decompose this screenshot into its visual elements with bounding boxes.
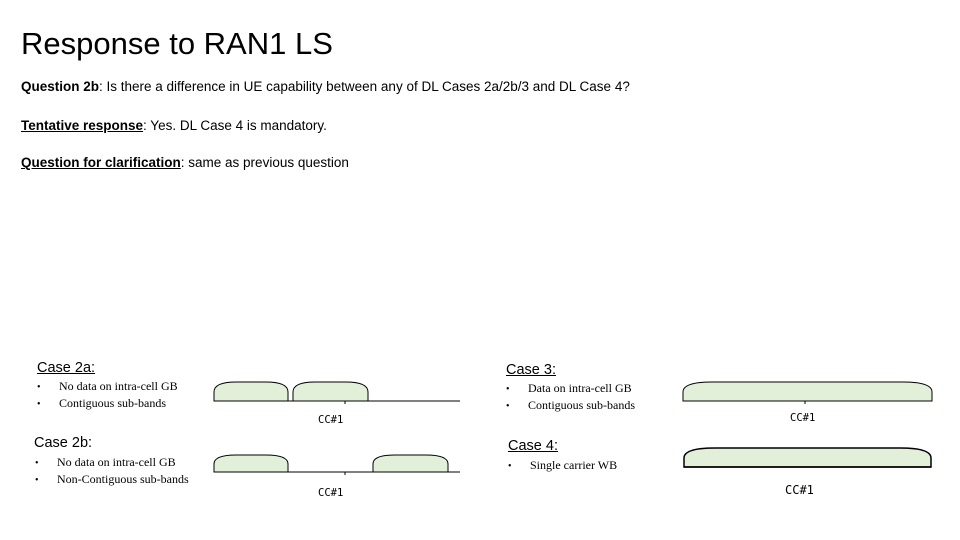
case-4-band xyxy=(684,448,931,467)
case-2a-band-2 xyxy=(293,382,368,401)
case-2b-band-1 xyxy=(214,455,288,472)
case-4-title: Case 4: xyxy=(508,438,558,454)
case-2a-bullet-2: • Contiguous sub-bands xyxy=(37,396,167,410)
tentative-response-label: Tentative response xyxy=(21,118,144,133)
case-2b-band-2 xyxy=(373,455,448,472)
question-2b-text: : Is there a difference in UE capability between any of DL Cases 2a/2b/3 and DL Case 4? xyxy=(99,79,630,94)
case-4-cc-label: CC#1 xyxy=(785,483,814,497)
clarification-label: Question for clarification xyxy=(21,155,181,170)
case-2b-diagram xyxy=(214,455,460,475)
tentative-response-text: : Yes. DL Case 4 is mandatory. xyxy=(143,118,327,133)
case-2a-bullet-1: • No data on intra-cell GB xyxy=(37,379,178,393)
page-title: Response to RAN1 LS xyxy=(21,26,333,61)
case-2a-diagram xyxy=(214,382,460,404)
case-3-bullet-1: • Data on intra-cell GB xyxy=(506,381,632,395)
case-3-cc-label: CC#1 xyxy=(790,412,816,424)
case-2b-title: Case 2b: xyxy=(34,435,93,451)
case-2a-title: Case 2a: xyxy=(37,360,96,376)
case-2a-band-1 xyxy=(214,382,288,401)
question-2b-label: Question 2b xyxy=(21,79,100,94)
case-3-title: Case 3: xyxy=(506,362,556,378)
case-3-band xyxy=(683,382,932,401)
clarification-text: : same as previous question xyxy=(180,155,349,170)
case-4-bullet-1: • Single carrier WB xyxy=(508,458,618,472)
case-2b-cc-label: CC#1 xyxy=(318,487,344,499)
case-2b-bullet-2: • Non-Contiguous sub-bands xyxy=(35,472,189,486)
case-2b-bullet-1: • No data on intra-cell GB xyxy=(35,455,176,469)
case-3-bullet-2: • Contiguous sub-bands xyxy=(506,398,636,412)
case-2a-cc-label: CC#1 xyxy=(318,414,344,426)
case-4-diagram xyxy=(684,448,931,467)
case-3-diagram xyxy=(683,382,932,404)
